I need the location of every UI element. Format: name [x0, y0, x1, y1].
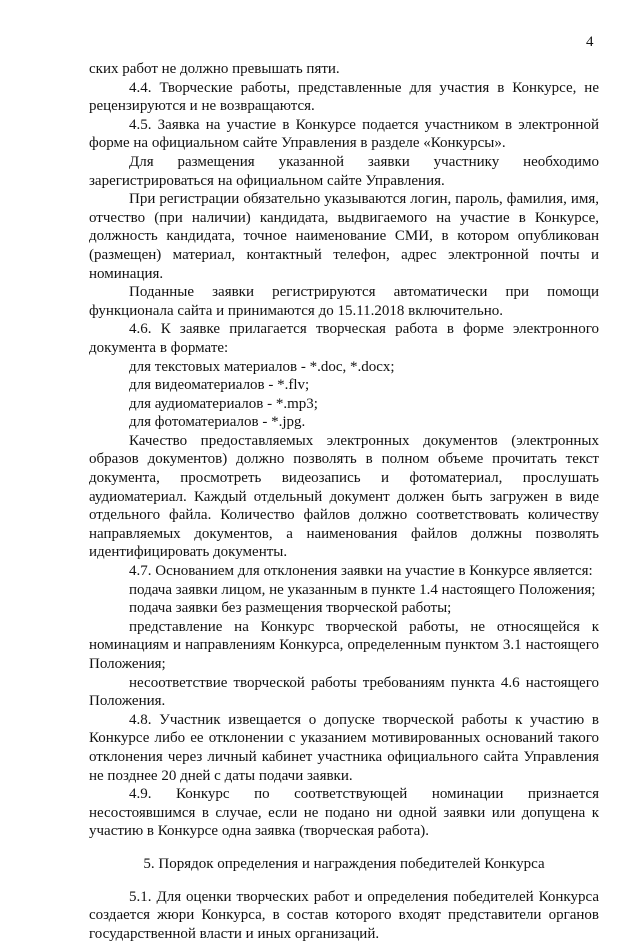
paragraph-4-7: 4.7. Основанием для отклонения заявки на участие в Конкурсе является: [129, 563, 593, 580]
list-item: представление на Конкурс творческой работы, не относящейся к номинациям и направлениям Конкурса, определенным пунктом 3.1 настоящего Положения; [89, 618, 599, 672]
document-body [89, 60, 599, 943]
section-heading: 5. Порядок определения и награждения победителей Конкурса [143, 855, 545, 872]
list-item: для текстовых материалов - *.doc, *.docx; [129, 358, 395, 375]
paragraph-4-9: 4.9. Конкурс по соответствующей номинации признается несостоявшимся в случае, если не подано ни одной заявки или допущена к участию в Конкурсе одна заявка (творческая работа). [89, 786, 599, 840]
paragraph: ских работ не должно превышать пяти. [89, 61, 340, 77]
paragraph-5-1: 5.1. Для оценки творческих работ и определения победителей Конкурса создается жюри Конкурса, в состав которого входят представители органов государственной власти и иных организаций. [89, 888, 599, 942]
paragraph: Для размещения указанной заявки участнику необходимо зарегистрироваться на официальном сайте Управления. [89, 153, 599, 189]
paragraph: Поданные заявки регистрируются автоматически при помощи функционала сайта и принимаются до 15.11.2018 включительно. [89, 284, 599, 319]
paragraph-4-6: 4.6. К заявке прилагается творческая работа в форме электронного документа в формате: [89, 321, 599, 356]
list-item: подача заявки без размещения творческой работы; [129, 600, 452, 617]
list-item: несоответствие творческой работы требованиям пункта 4.6 настоящего Положения. [89, 674, 599, 710]
list-item: для видеоматериалов - *.flv; [129, 377, 310, 394]
paragraph-4-5: 4.5. Заявка на участие в Конкурсе подается участником в электронной форме на официальном сайте Управления в разделе «Конкурсы». [89, 116, 599, 152]
paragraph: При регистрации обязательно указываются логин, пароль, фамилия, имя, отчество (при наличии) кандидата, выдвигаемого на участие в Конкурсе, должность кандидата, точное наименование СМИ, в котором опубликован (размещен) материал, контактный телефон, адрес электронной почты и номинация. [89, 191, 599, 282]
list-item: для аудиоматериалов - *.mp3; [129, 395, 318, 412]
paragraph-4-4: 4.4. Творческие работы, представленные для участия в Конкурсе, не рецензируются и не возвращаются. [89, 79, 599, 115]
paragraph: Качество предоставляемых электронных документов (электронных образов документов) должно позволять в полном объеме прочитать текст документа, просмотреть видеозапись и фотоматериал, прослушать аудиоматериал. Каждый отдельный документ должен быть загружен в виде отдельного файла. Количество файлов должно соответствовать количеству направляемых документов, а наименования файлов должны позволять идентифицировать документы. [89, 432, 599, 561]
paragraph-4-8: 4.8. Участник извещается о допуске творческой работы к участию в Конкурсе либо ее отклонении с указанием мотивированных оснований такого отклонения через личный кабинет участника официального сайта Управления не позднее 20 дней с даты подачи заявки. [89, 711, 599, 784]
page-number: 4 [586, 34, 594, 50]
list-item: для фотоматериалов - *.jpg. [129, 414, 306, 431]
list-item: подача заявки лицом, не указанным в пункте 1.4 настоящего Положения; [129, 581, 596, 598]
